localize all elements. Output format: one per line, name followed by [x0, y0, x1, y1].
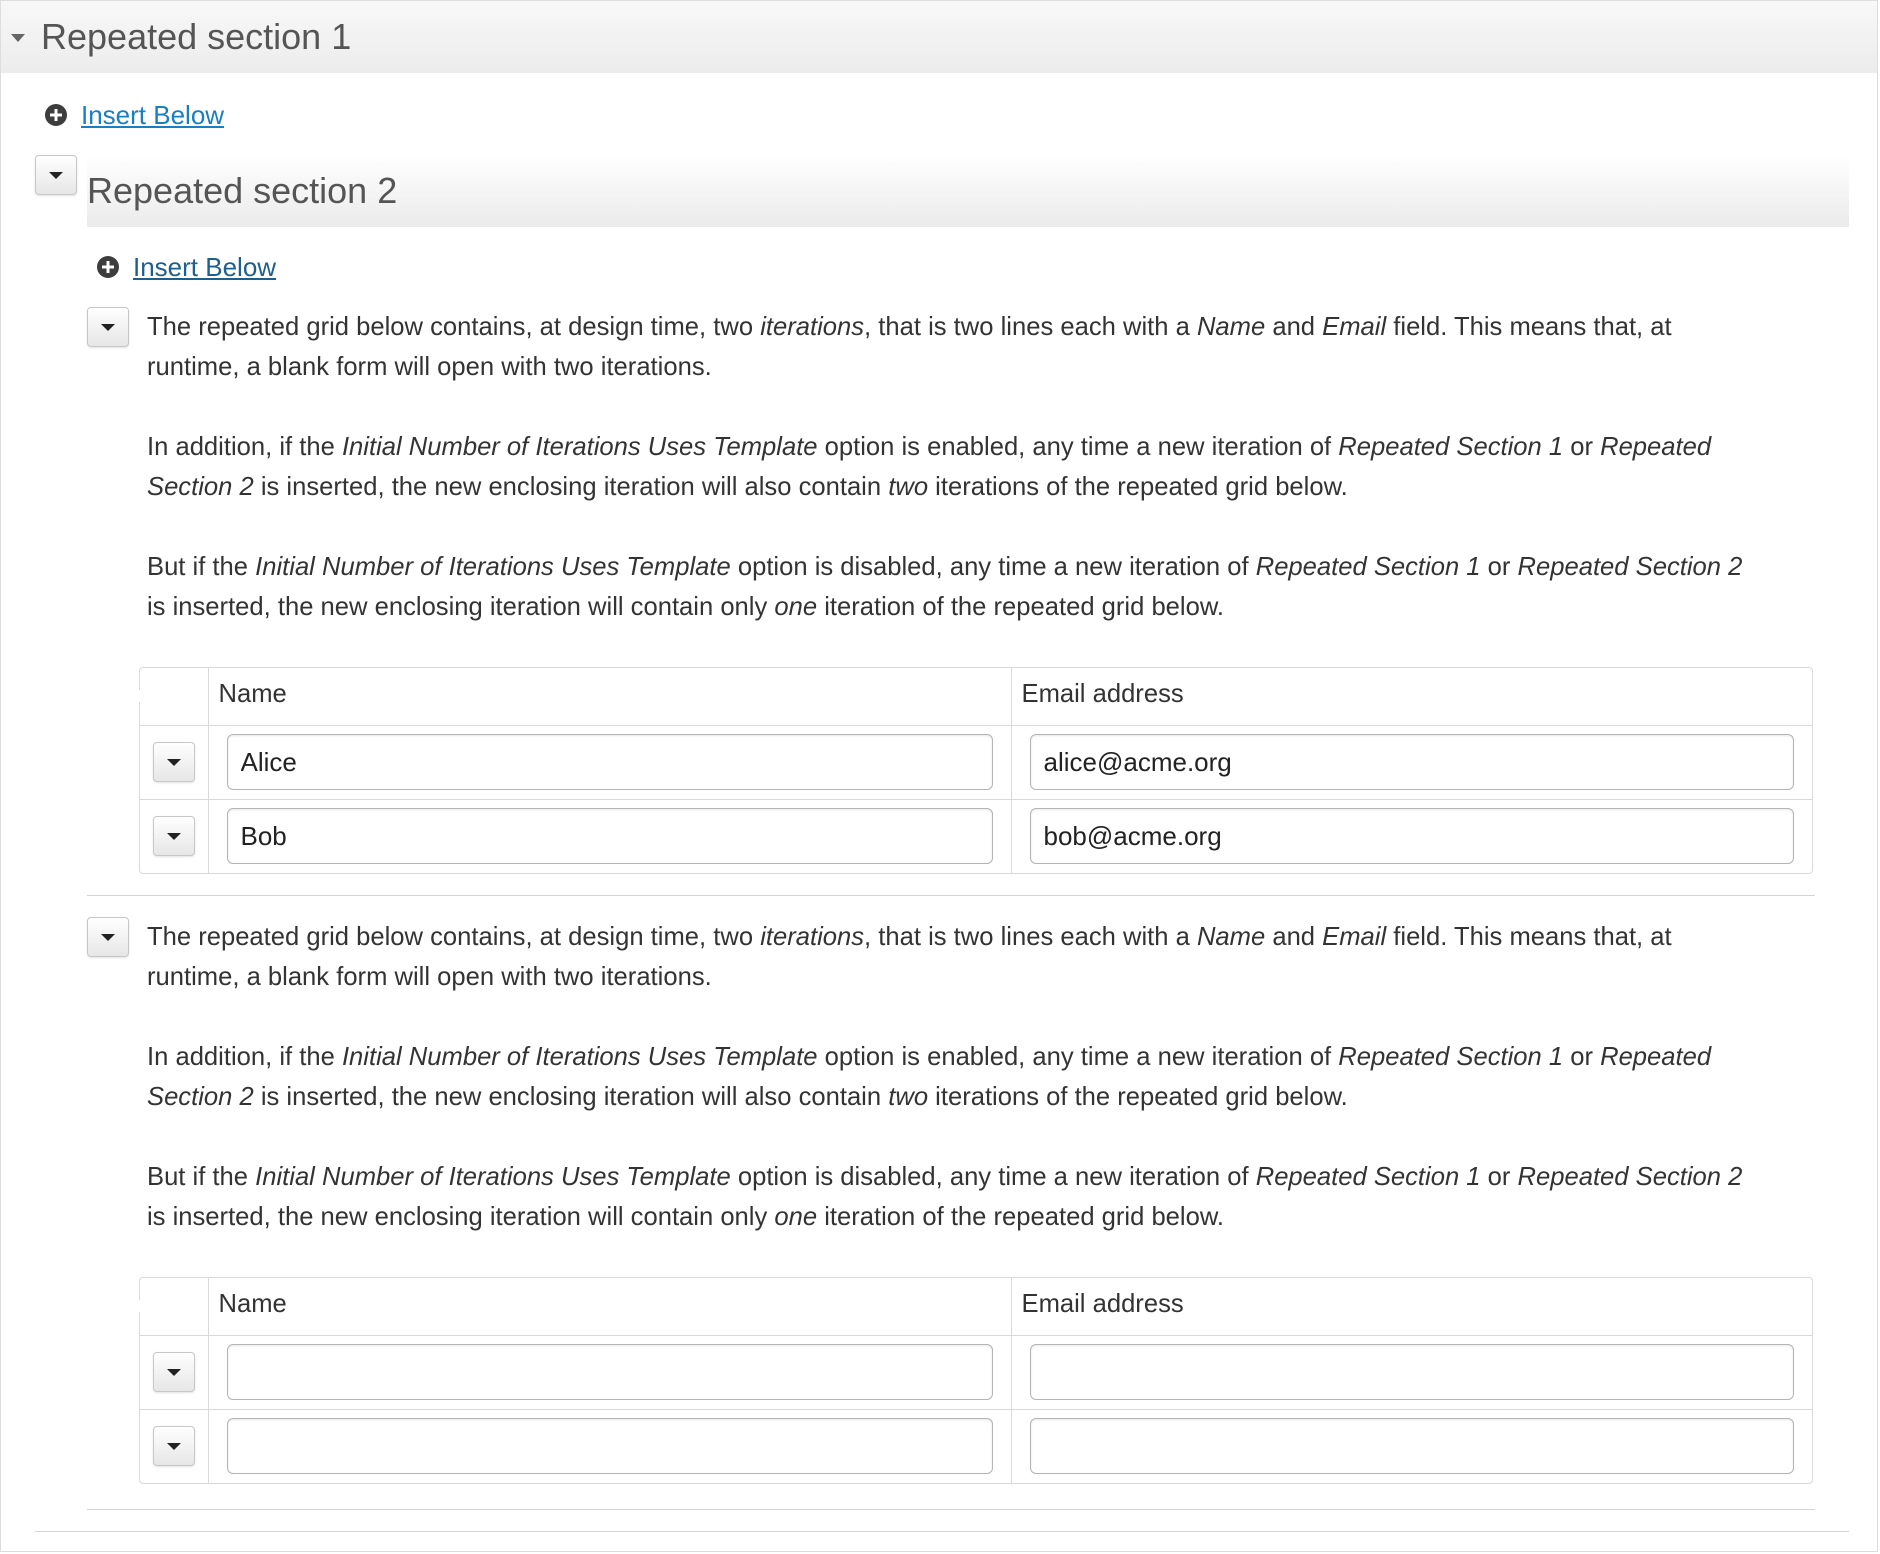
- plus-circle-icon[interactable]: [97, 256, 119, 278]
- paragraph: In addition, if the Initial Number of Iterations Uses Template option is enabled, any time a new iteration of Repeated Section 1 or Repeated Section 2 is inserted, the new enclosing iteration will also contain two iterations of the repeated grid below.: [147, 433, 1712, 501]
- grid-add-cell[interactable]: [140, 1278, 208, 1335]
- name-input[interactable]: [227, 808, 993, 864]
- email-input[interactable]: [1030, 1418, 1795, 1474]
- email-input[interactable]: [1030, 1344, 1795, 1400]
- caret-down-icon: [101, 324, 115, 331]
- section-2-header[interactable]: [87, 155, 1849, 227]
- row-menu-button[interactable]: [153, 816, 195, 856]
- caret-down-icon: [167, 759, 181, 766]
- collapse-caret-icon[interactable]: [11, 34, 25, 42]
- paragraph: The repeated grid below contains, at design time, two iterations, that is two lines each with a Name and Email field. This means that, at runtime, a blank form will open with two iterations.: [147, 313, 1672, 381]
- email-input[interactable]: [1030, 734, 1795, 790]
- iteration-divider: [87, 1509, 1815, 1510]
- caret-down-icon: [167, 833, 181, 840]
- explanation-text: [147, 917, 1757, 1237]
- row-menu-cell: [140, 799, 208, 873]
- section-1-header[interactable]: [1, 1, 1877, 73]
- row-menu-cell: [140, 725, 208, 799]
- name-input[interactable]: [227, 1344, 993, 1400]
- row-menu-cell: [140, 1409, 208, 1483]
- row-menu-button[interactable]: [153, 1426, 195, 1466]
- section-2: [35, 155, 1849, 227]
- caret-down-icon: [49, 172, 63, 179]
- row-menu-button[interactable]: [153, 742, 195, 782]
- caret-down-icon: [101, 934, 115, 941]
- paragraph: The repeated grid below contains, at design time, two iterations, that is two lines each with a Name and Email field. This means that, at runtime, a blank form will open with two iterations.: [147, 923, 1672, 991]
- section-1-insert-below[interactable]: [45, 95, 224, 135]
- table-row: [140, 1335, 1812, 1409]
- iteration-menu-button[interactable]: [87, 307, 129, 347]
- table-row: [140, 725, 1812, 799]
- caret-down-icon: [167, 1443, 181, 1450]
- section-2-iteration: [87, 307, 1815, 708]
- section-divider: [35, 1531, 1849, 1532]
- explanation-text: [147, 307, 1757, 627]
- grid-header-row: [140, 668, 1812, 725]
- row-menu-button[interactable]: [153, 1352, 195, 1392]
- section-2-insert-below[interactable]: [97, 247, 276, 287]
- section-2-iteration: [87, 917, 1815, 1318]
- name-input[interactable]: [227, 734, 993, 790]
- table-row: [140, 1409, 1812, 1483]
- email-input[interactable]: [1030, 808, 1795, 864]
- column-header-email: Email address: [1011, 668, 1812, 725]
- grid-add-cell[interactable]: [140, 668, 208, 725]
- paragraph: In addition, if the Initial Number of Iterations Uses Template option is enabled, any time a new iteration of Repeated Section 1 or Repeated Section 2 is inserted, the new enclosing iteration will also contain two iterations of the repeated grid below.: [147, 1043, 1712, 1111]
- section-2-menu-button[interactable]: [35, 155, 77, 195]
- section-2-title: Repeated section 2: [87, 170, 398, 211]
- table-row: [140, 799, 1812, 873]
- column-header-name: Name: [208, 668, 1011, 725]
- column-header-email: Email address: [1011, 1278, 1812, 1335]
- section-1-title: Repeated section 1: [41, 16, 352, 57]
- repeated-grid: [139, 1277, 1813, 1484]
- iteration-divider: [87, 895, 1815, 896]
- plus-circle-icon[interactable]: [45, 104, 67, 126]
- name-input[interactable]: [227, 1418, 993, 1474]
- row-menu-cell: [140, 1335, 208, 1409]
- insert-below-link[interactable]: Insert Below: [133, 251, 277, 282]
- paragraph: But if the Initial Number of Iterations Uses Template option is disabled, any time a new iteration of Repeated Section 1 or Repeated Section 2 is inserted, the new enclosing iteration will contain only one iteration of the repeated grid below.: [147, 1163, 1743, 1231]
- grid-header-row: [140, 1278, 1812, 1335]
- caret-down-icon: [167, 1369, 181, 1376]
- insert-below-link[interactable]: Insert Below: [81, 99, 225, 130]
- iteration-menu-button[interactable]: [87, 917, 129, 957]
- repeated-grid: [139, 667, 1813, 874]
- paragraph: But if the Initial Number of Iterations Uses Template option is disabled, any time a new iteration of Repeated Section 1 or Repeated Section 2 is inserted, the new enclosing iteration will contain only one iteration of the repeated grid below.: [147, 553, 1743, 621]
- column-header-name: Name: [208, 1278, 1011, 1335]
